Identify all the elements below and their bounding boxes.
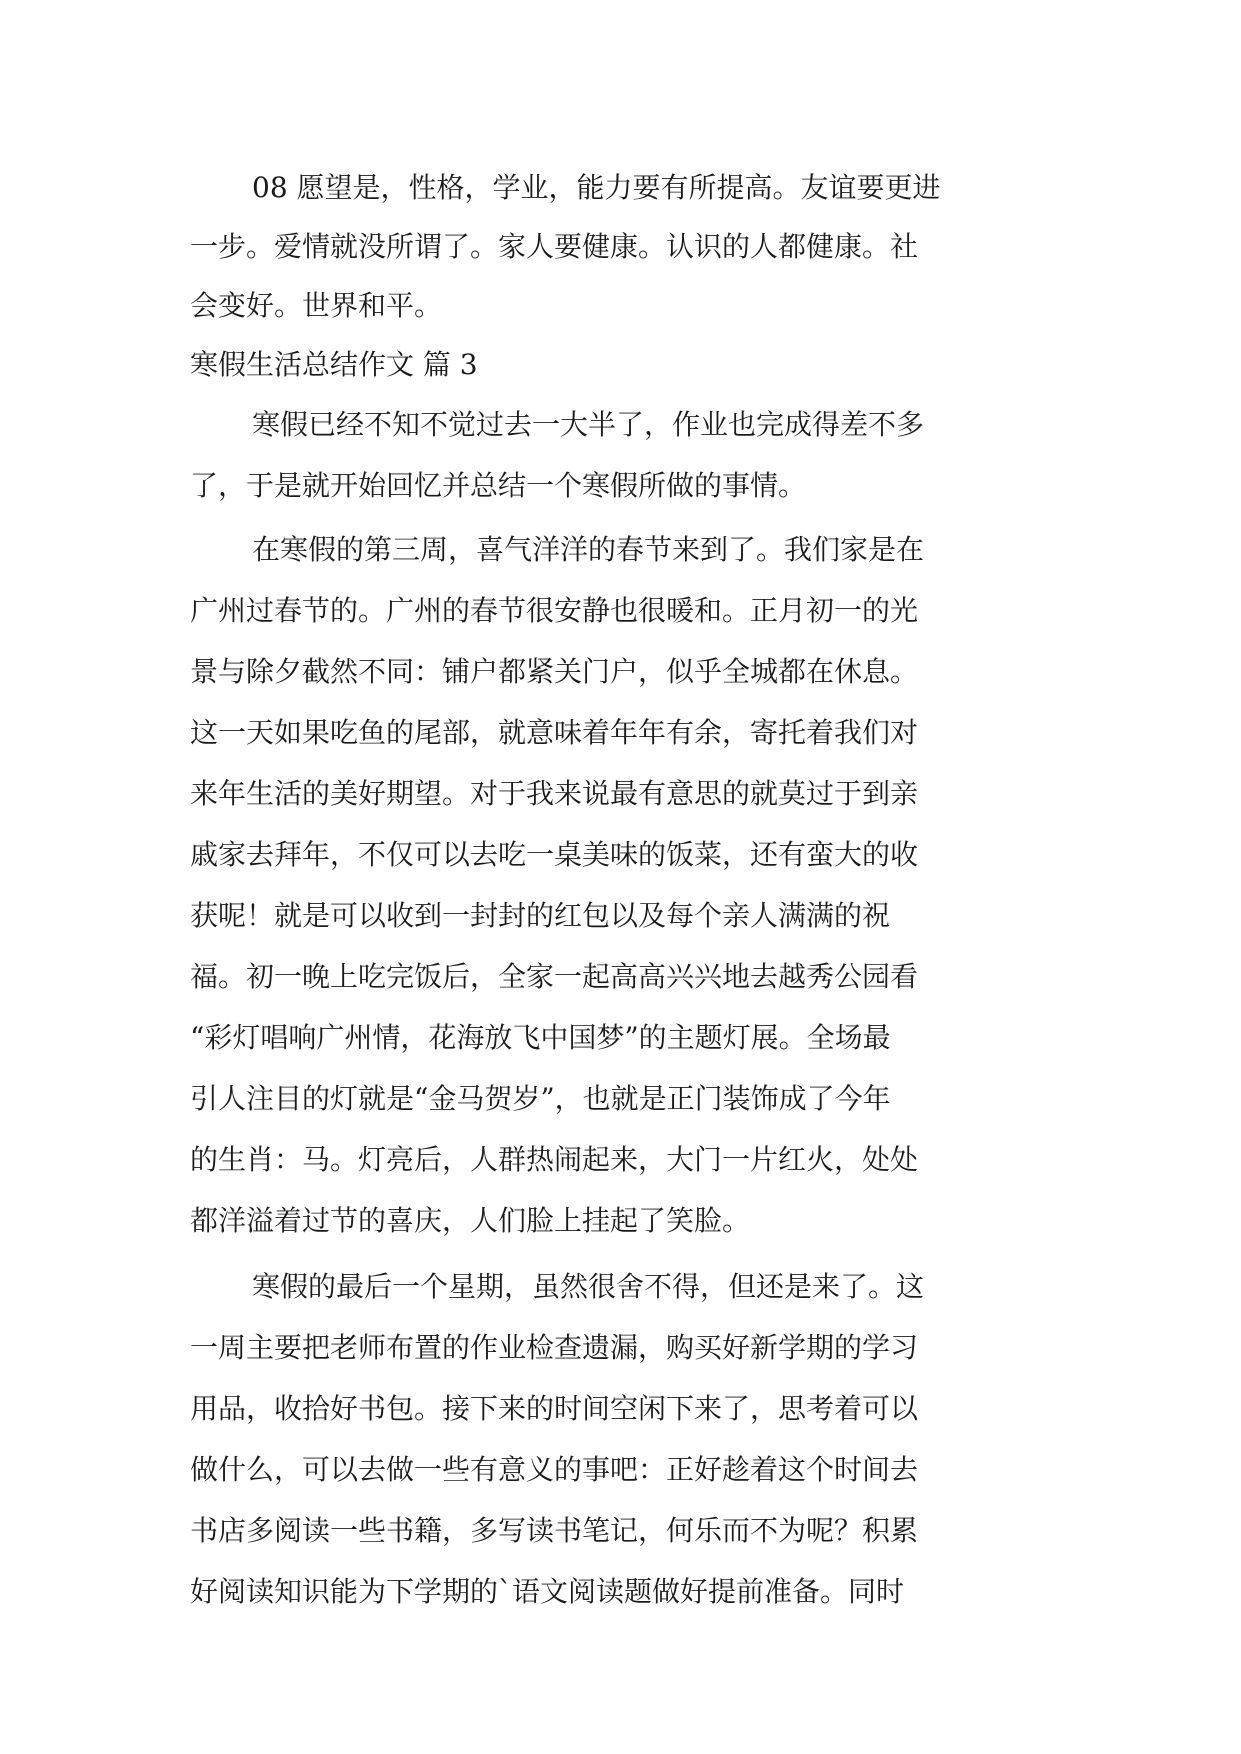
paragraph-line: 用品，收拾好书包。接下来的时间空闲下来了，思考着可以: [190, 1392, 919, 1425]
paragraph-line: 会变好。世界和平。: [190, 289, 443, 322]
paragraph-line: 做什么，可以去做一些有意义的事吧：正好趁着这个时间去: [190, 1453, 919, 1486]
paragraph-line: 戚家去拜年，不仅可以去吃一桌美味的饭菜，还有蛮大的收: [190, 838, 919, 871]
paragraph-line: 这一天如果吃鱼的尾部，就意味着年年有余，寄托着我们对: [190, 716, 919, 749]
paragraph-line: 寒假已经不知不觉过去一大半了，作业也完成得差不多: [252, 408, 925, 441]
paragraph-line: 08 愿望是，性格，学业，能力要有所提高。友谊要更进: [252, 171, 941, 204]
paragraph-line: 福。初一晚上吃完饭后，全家一起高高兴兴地去越秀公园看: [190, 960, 919, 993]
paragraph-line: 的生肖：马。灯亮后，人群热闹起来，大门一片红火，处处: [190, 1143, 919, 1176]
paragraph-line: 来年生活的美好期望。对于我来说最有意思的就莫过于到亲: [190, 777, 919, 810]
paragraph-line: “彩灯唱响广州情，花海放飞中国梦”的主题灯展。全场最: [190, 1021, 891, 1054]
paragraph-line: 都洋溢着过节的喜庆，人们脸上挂起了笑脸。: [190, 1204, 751, 1237]
paragraph-line: 获呢！就是可以收到一封封的红包以及每个亲人满满的祝: [190, 899, 891, 932]
paragraph-line: 引人注目的灯就是“金马贺岁”，也就是正门装饰成了今年: [190, 1082, 891, 1115]
paragraph-line: 书店多阅读一些书籍，多写读书笔记，何乐而不为呢？积累: [190, 1514, 919, 1547]
paragraph-line: 一步。爱情就没所谓了。家人要健康。认识的人都健康。社: [190, 230, 919, 263]
paragraph-line: 好阅读知识能为下学期的`语文阅读题做好提前准备。同时: [190, 1575, 905, 1608]
paragraph-line: 了，于是就开始回忆并总结一个寒假所做的事情。: [190, 469, 807, 502]
paragraph-line: 一周主要把老师布置的作业检查遗漏，购买好新学期的学习: [190, 1331, 919, 1364]
paragraph-line: 广州过春节的。广州的春节很安静也很暖和。正月初一的光: [190, 594, 919, 627]
paragraph-line: 寒假的最后一个星期，虽然很舍不得，但还是来了。这: [252, 1270, 925, 1303]
section-heading: 寒假生活总结作文 篇 3: [190, 348, 478, 381]
paragraph-line: 在寒假的第三周，喜气洋洋的春节来到了。我们家是在: [252, 533, 925, 566]
paragraph-line: 景与除夕截然不同：铺户都紧关门户，似乎全城都在休息。: [190, 655, 919, 688]
